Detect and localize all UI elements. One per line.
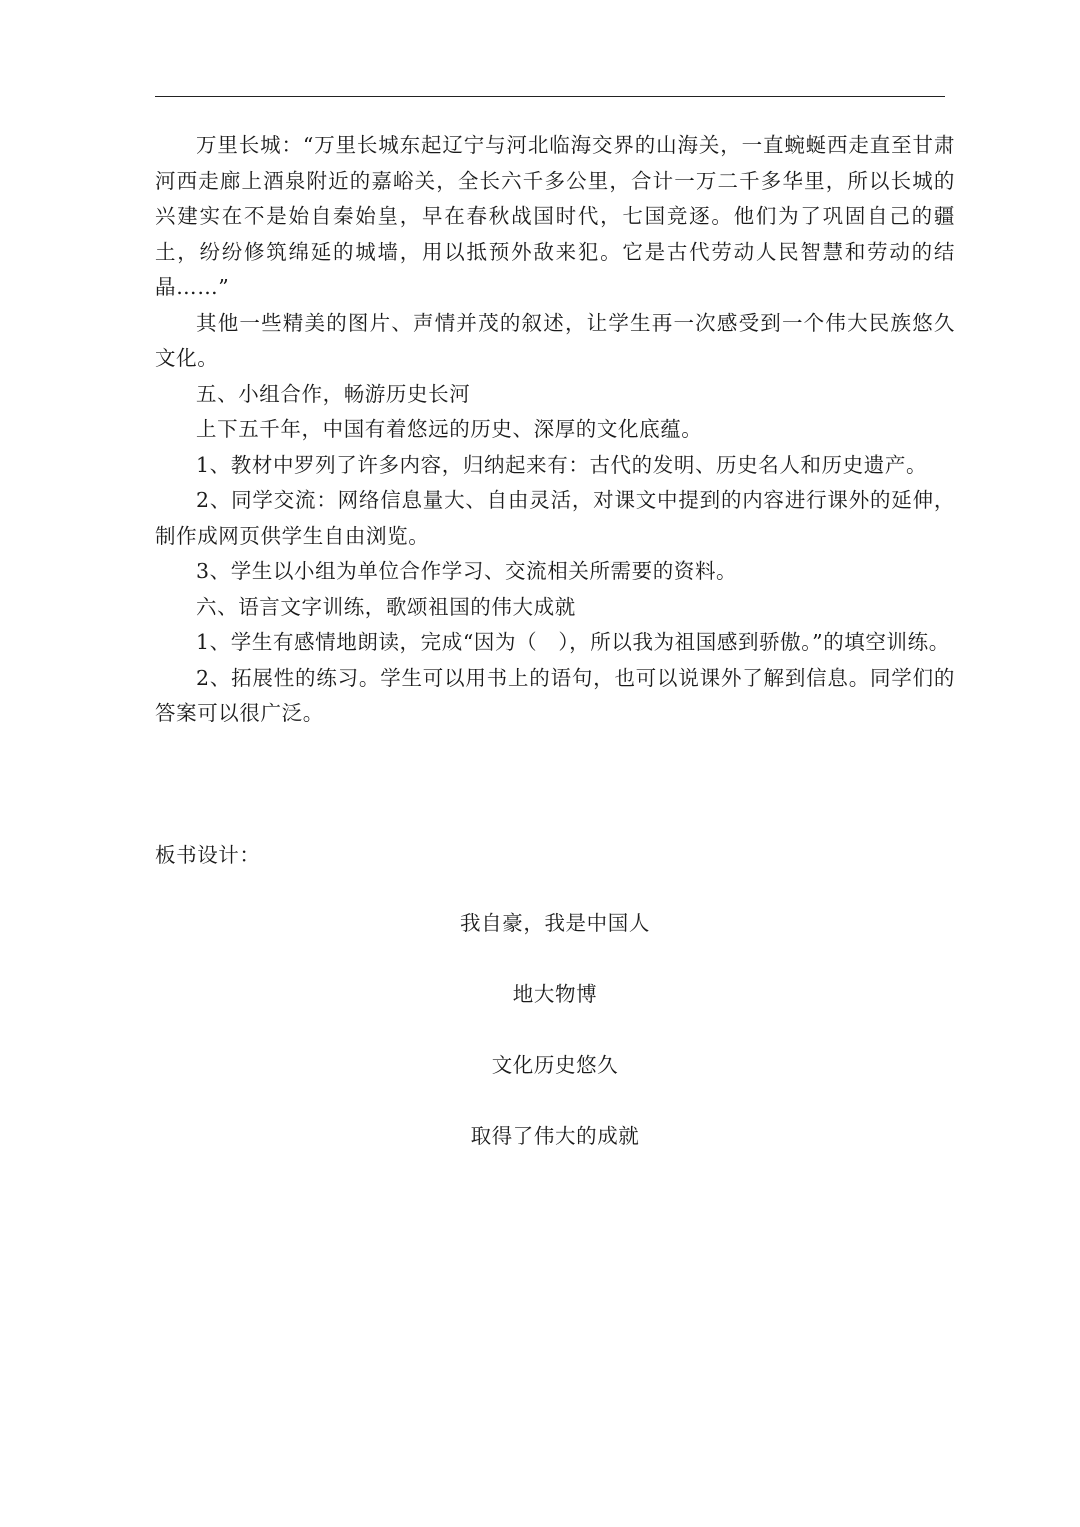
board-line: 取得了伟大的成就 [470,1124,640,1148]
board-design-label: 板书设计： [155,843,261,867]
list-item-5-1: 1、教材中罗列了许多内容，归纳起来有：古代的发明、历史名人和历史遗产。 [196,452,928,477]
section-heading-6: 六、语言文字训练，歌颂祖国的伟大成就 [196,594,576,619]
paragraph-culture: 其他一些精美的图片、声情并茂的叙述，让学生再一次感受到一个伟大民族悠久文化。 [155,310,955,370]
board-line: 文化历史悠久 [491,1053,619,1077]
list-item-5-3: 3、学生以小组为单位合作学习、交流相关所需要的资料。 [196,559,738,583]
board-line: 地大物博 [512,982,598,1006]
body-text [155,128,955,732]
header-rule [155,96,945,97]
list-item-6-1: 1、学生有感情地朗读，完成“因为（ ），所以我为祖国感到骄傲。”的填空训练。 [196,630,950,654]
board-design [155,906,955,1190]
board-line: 我自豪，我是中国人 [460,911,650,935]
section-heading-5: 五、小组合作，畅游历史长河 [196,381,471,406]
list-item-6-2: 2、拓展性的练习。学生可以用书上的语句，也可以说课外了解到信息。同学们的答案可以很广泛。 [155,665,955,725]
paragraph-history: 上下五千年，中国有着悠远的历史、深厚的文化底蕴。 [196,417,703,441]
paragraph-great-wall: 万里长城：“万里长城东起辽宁与河北临海交界的山海关，一直蜿蜒西走直至甘肃河西走廊上酒泉附近的嘉峪关，全长六千多公里，合计一万二千多华里，所以长城的兴建实在不是始自秦始皇，早在春秋战国时代，七国竞逐。他们为了巩固自己的疆土，纷纷修筑绵延的城墙，用以抵预外敌来犯。它是古代劳动人民智慧和劳动的结晶……” [155,133,955,299]
list-item-5-2: 2、同学交流：网络信息量大、自由灵活，对课文中提到的内容进行课外的延伸，制作成网页供学生自由浏览。 [155,488,955,548]
